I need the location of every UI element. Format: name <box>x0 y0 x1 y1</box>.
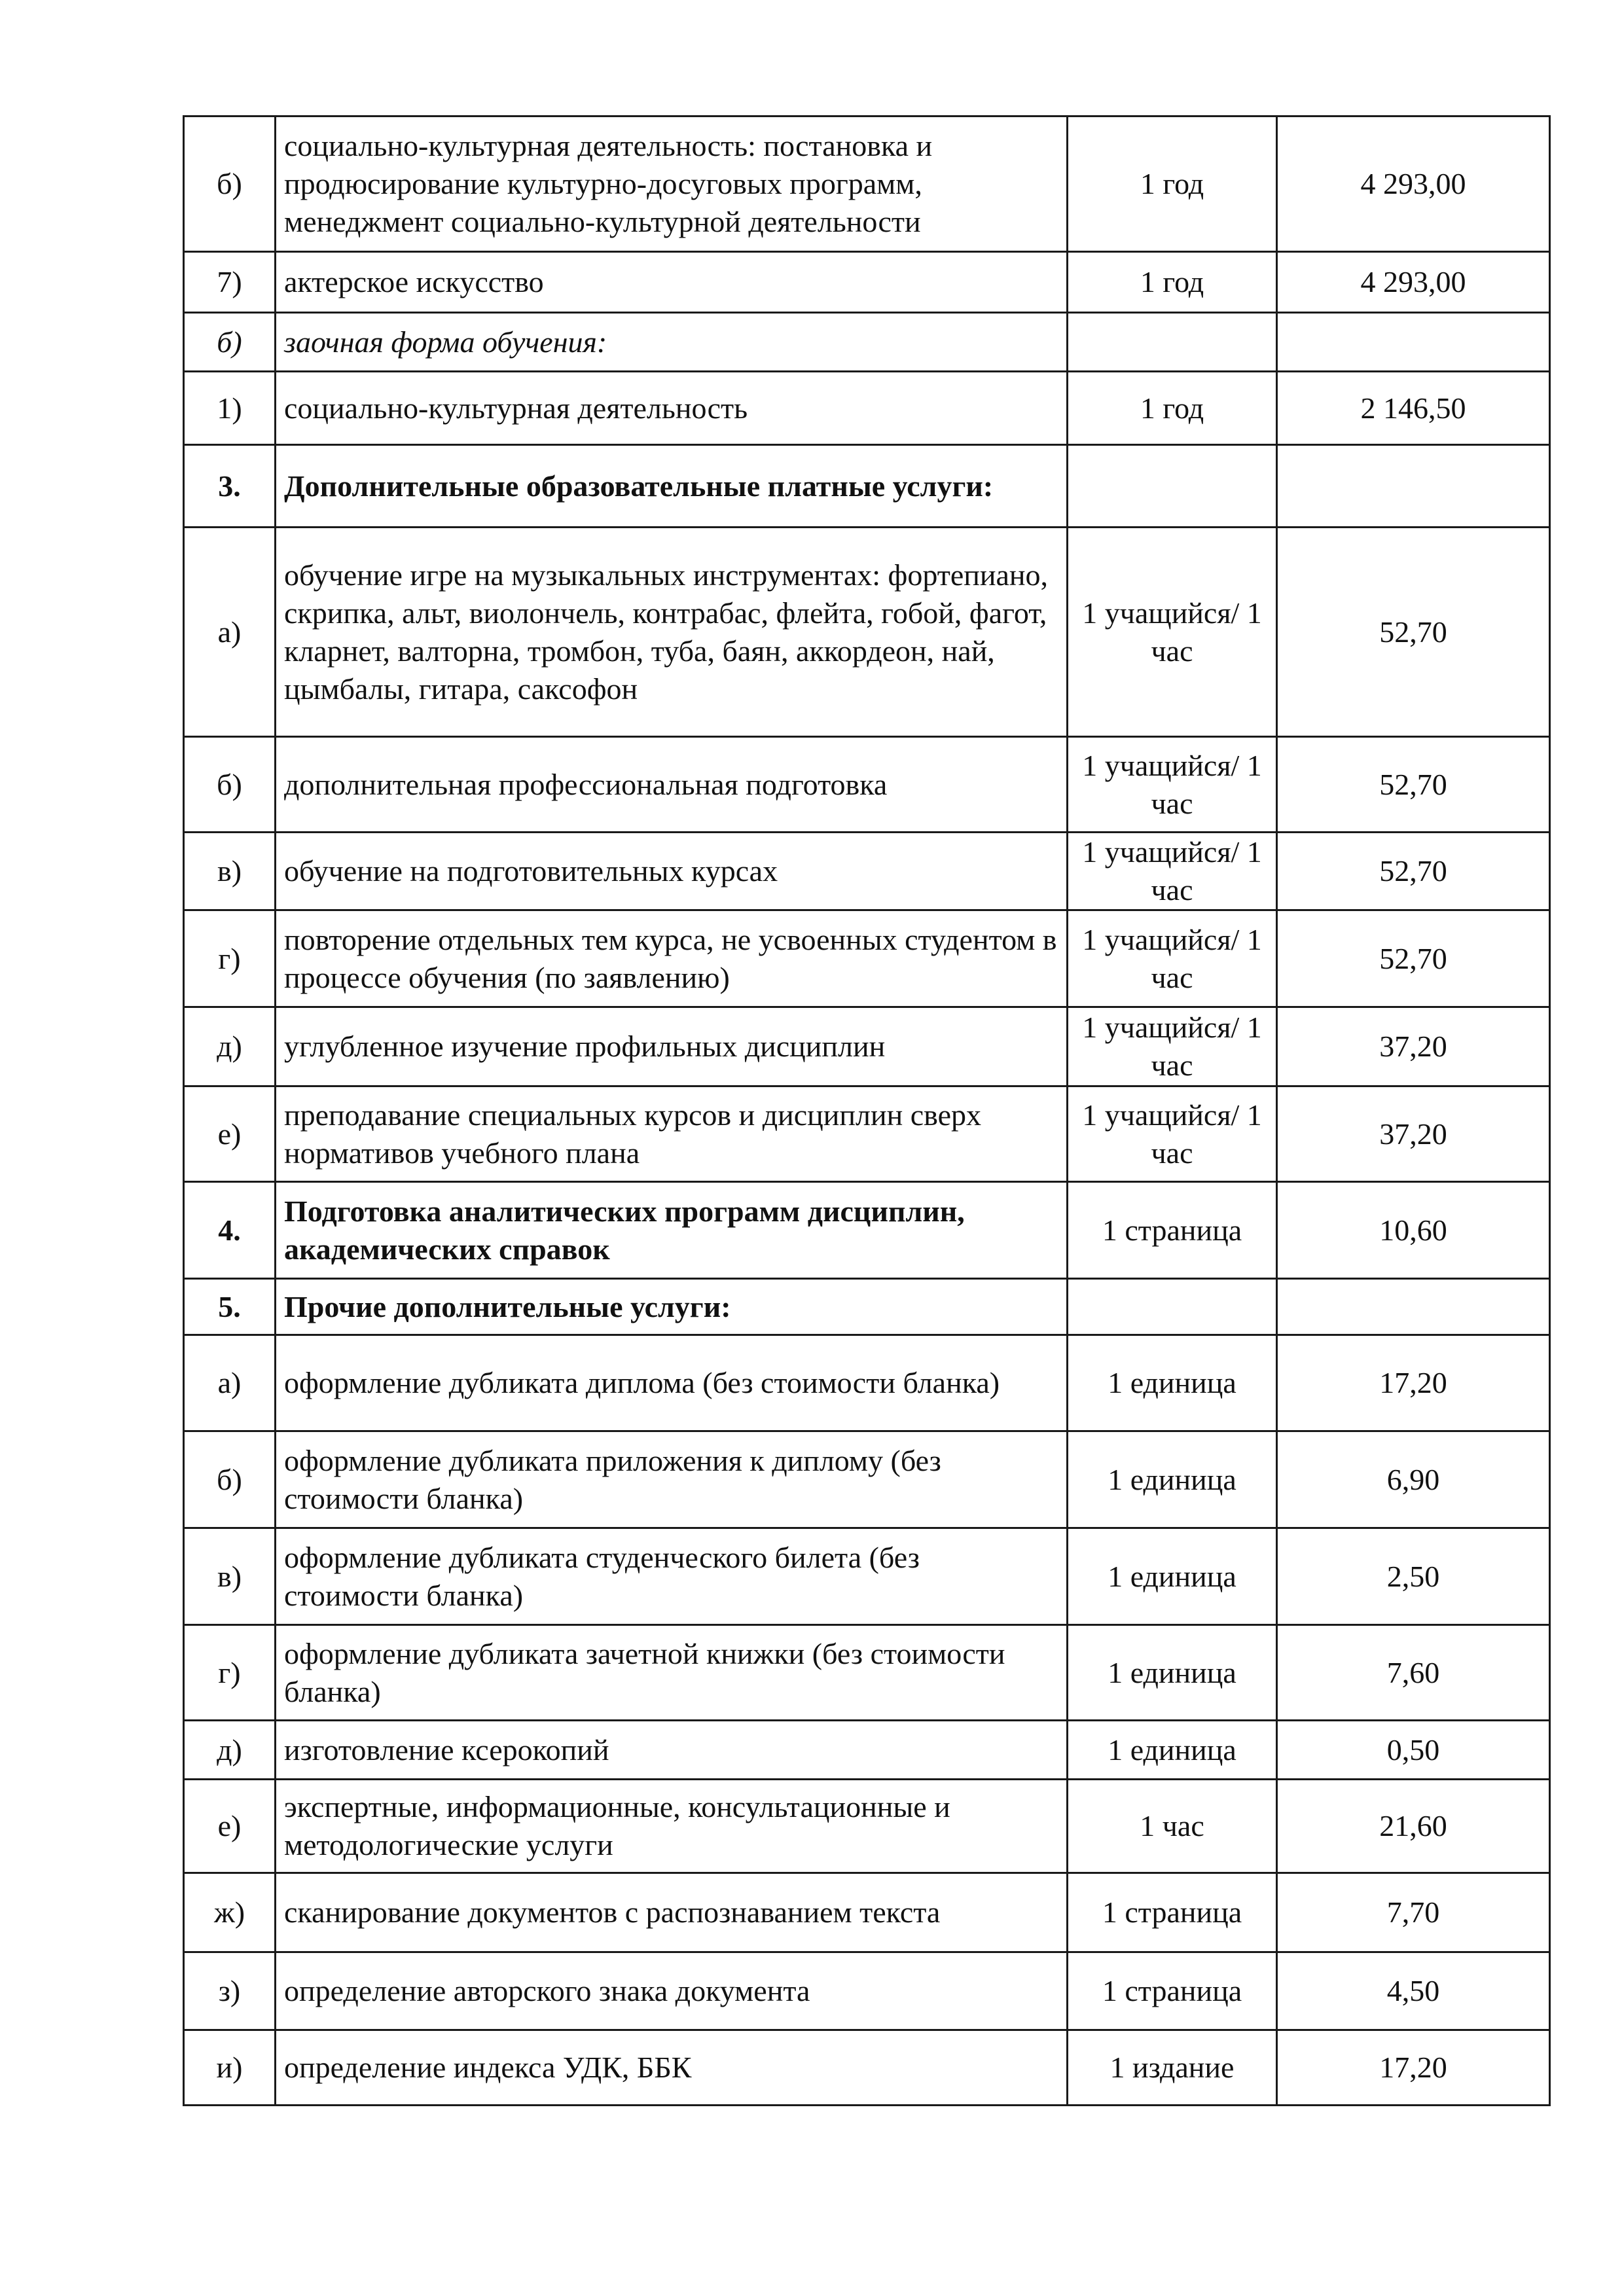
table-row <box>184 833 1550 910</box>
service-name: сканирование документов с распознаванием текста <box>276 1873 1068 1952</box>
price-value: 21,60 <box>1277 1780 1550 1873</box>
row-number: е) <box>184 1780 276 1873</box>
price-value: 17,20 <box>1277 2030 1550 2106</box>
row-number: в) <box>184 833 276 910</box>
section-heading: Прочие дополнительные услуги: <box>276 1279 1068 1335</box>
service-name: социально-культурная деятельность <box>276 372 1068 445</box>
row-number: д) <box>184 1721 276 1780</box>
table-row <box>184 1431 1550 1528</box>
unit-of-measure <box>1068 313 1277 372</box>
table-row <box>184 528 1550 737</box>
price-value: 10,60 <box>1277 1182 1550 1279</box>
row-number: е) <box>184 1086 276 1182</box>
price-value: 52,70 <box>1277 910 1550 1007</box>
service-name: оформление дубликата зачетной книжки (без стоимости бланка) <box>276 1625 1068 1721</box>
unit-of-measure: 1 учащийся/ 1 час <box>1068 1007 1277 1086</box>
table-row <box>184 1952 1550 2030</box>
row-number: б) <box>184 117 276 252</box>
price-value: 0,50 <box>1277 1721 1550 1780</box>
section-heading: Подготовка аналитических программ дисциплин, академических справок <box>276 1182 1068 1279</box>
service-name: оформление дубликата приложения к диплому (без стоимости бланка) <box>276 1431 1068 1528</box>
price-value <box>1277 1279 1550 1335</box>
unit-of-measure: 1 страница <box>1068 1182 1277 1279</box>
table-row <box>184 313 1550 372</box>
row-number: 4. <box>184 1182 276 1279</box>
price-list-body <box>184 117 1550 2106</box>
unit-of-measure: 1 учащийся/ 1 час <box>1068 833 1277 910</box>
price-value: 7,60 <box>1277 1625 1550 1721</box>
price-list-table <box>183 115 1551 2106</box>
table-row <box>184 1625 1550 1721</box>
service-name: социально-культурная деятельность: постановка и продюсирование культурно-досуговых программ, менеджмент социально-культурной деятельности <box>276 117 1068 252</box>
table-row <box>184 1279 1550 1335</box>
section-heading: Дополнительные образовательные платные услуги: <box>276 445 1068 528</box>
service-name: дополнительная профессиональная подготовка <box>276 737 1068 833</box>
unit-of-measure <box>1068 1279 1277 1335</box>
table-row <box>184 1873 1550 1952</box>
row-number: в) <box>184 1528 276 1625</box>
service-name: оформление дубликата студенческого билета (без стоимости бланка) <box>276 1528 1068 1625</box>
service-name: углубленное изучение профильных дисциплин <box>276 1007 1068 1086</box>
row-number: г) <box>184 910 276 1007</box>
table-row <box>184 1086 1550 1182</box>
unit-of-measure: 1 издание <box>1068 2030 1277 2106</box>
price-value: 4,50 <box>1277 1952 1550 2030</box>
row-number: 5. <box>184 1279 276 1335</box>
table-row <box>184 445 1550 528</box>
price-value: 52,70 <box>1277 528 1550 737</box>
price-value: 4 293,00 <box>1277 252 1550 313</box>
unit-of-measure: 1 единица <box>1068 1431 1277 1528</box>
unit-of-measure: 1 единица <box>1068 1528 1277 1625</box>
service-name: обучение на подготовительных курсах <box>276 833 1068 910</box>
service-name: преподавание специальных курсов и дисциплин сверх нормативов учебного плана <box>276 1086 1068 1182</box>
row-number: б) <box>184 1431 276 1528</box>
unit-of-measure: 1 год <box>1068 372 1277 445</box>
price-value: 4 293,00 <box>1277 117 1550 252</box>
table-row <box>184 372 1550 445</box>
unit-of-measure: 1 учащийся/ 1 час <box>1068 1086 1277 1182</box>
table-row <box>184 1528 1550 1625</box>
service-name: актерское искусство <box>276 252 1068 313</box>
row-number: д) <box>184 1007 276 1086</box>
unit-of-measure: 1 единица <box>1068 1721 1277 1780</box>
row-number: ж) <box>184 1873 276 1952</box>
table-row <box>184 117 1550 252</box>
unit-of-measure: 1 учащийся/ 1 час <box>1068 737 1277 833</box>
row-number: 3. <box>184 445 276 528</box>
unit-of-measure: 1 единица <box>1068 1335 1277 1431</box>
table-row <box>184 1721 1550 1780</box>
row-number: б) <box>184 737 276 833</box>
unit-of-measure: 1 час <box>1068 1780 1277 1873</box>
price-value <box>1277 313 1550 372</box>
row-number: а) <box>184 1335 276 1431</box>
table-row <box>184 1780 1550 1873</box>
price-value: 37,20 <box>1277 1007 1550 1086</box>
service-name: определение индекса УДК, ББК <box>276 2030 1068 2106</box>
table-row <box>184 1182 1550 1279</box>
service-name: оформление дубликата диплома (без стоимости бланка) <box>276 1335 1068 1431</box>
row-number: 7) <box>184 252 276 313</box>
unit-of-measure: 1 единица <box>1068 1625 1277 1721</box>
unit-of-measure: 1 учащийся/ 1 час <box>1068 910 1277 1007</box>
price-value <box>1277 445 1550 528</box>
table-row <box>184 1335 1550 1431</box>
service-name: изготовление ксерокопий <box>276 1721 1068 1780</box>
table-row <box>184 252 1550 313</box>
row-number: а) <box>184 528 276 737</box>
table-row <box>184 737 1550 833</box>
price-value: 2,50 <box>1277 1528 1550 1625</box>
row-number: б) <box>184 313 276 372</box>
price-value: 37,20 <box>1277 1086 1550 1182</box>
service-name: экспертные, информационные, консультационные и методологические услуги <box>276 1780 1068 1873</box>
unit-of-measure: 1 учащийся/ 1 час <box>1068 528 1277 737</box>
table-row <box>184 910 1550 1007</box>
row-number: г) <box>184 1625 276 1721</box>
table-row <box>184 2030 1550 2106</box>
price-value: 7,70 <box>1277 1873 1550 1952</box>
service-name: заочная форма обучения: <box>276 313 1068 372</box>
unit-of-measure: 1 год <box>1068 252 1277 313</box>
unit-of-measure: 1 страница <box>1068 1873 1277 1952</box>
row-number: и) <box>184 2030 276 2106</box>
price-value: 52,70 <box>1277 833 1550 910</box>
table-row <box>184 1007 1550 1086</box>
price-value: 6,90 <box>1277 1431 1550 1528</box>
unit-of-measure: 1 год <box>1068 117 1277 252</box>
service-name: определение авторского знака документа <box>276 1952 1068 2030</box>
row-number: з) <box>184 1952 276 2030</box>
service-name: обучение игре на музыкальных инструментах: фортепиано, скрипка, альт, виолончель, контрабас, флейта, гобой, фагот, кларнет, валторна, тромбон, туба, баян, аккордеон, най, цымбалы, гитара, саксофон <box>276 528 1068 737</box>
row-number: 1) <box>184 372 276 445</box>
unit-of-measure <box>1068 445 1277 528</box>
service-name: повторение отдельных тем курса, не усвоенных студентом в процессе обучения (по заявлению) <box>276 910 1068 1007</box>
price-value: 2 146,50 <box>1277 372 1550 445</box>
price-value: 52,70 <box>1277 737 1550 833</box>
price-value: 17,20 <box>1277 1335 1550 1431</box>
unit-of-measure: 1 страница <box>1068 1952 1277 2030</box>
